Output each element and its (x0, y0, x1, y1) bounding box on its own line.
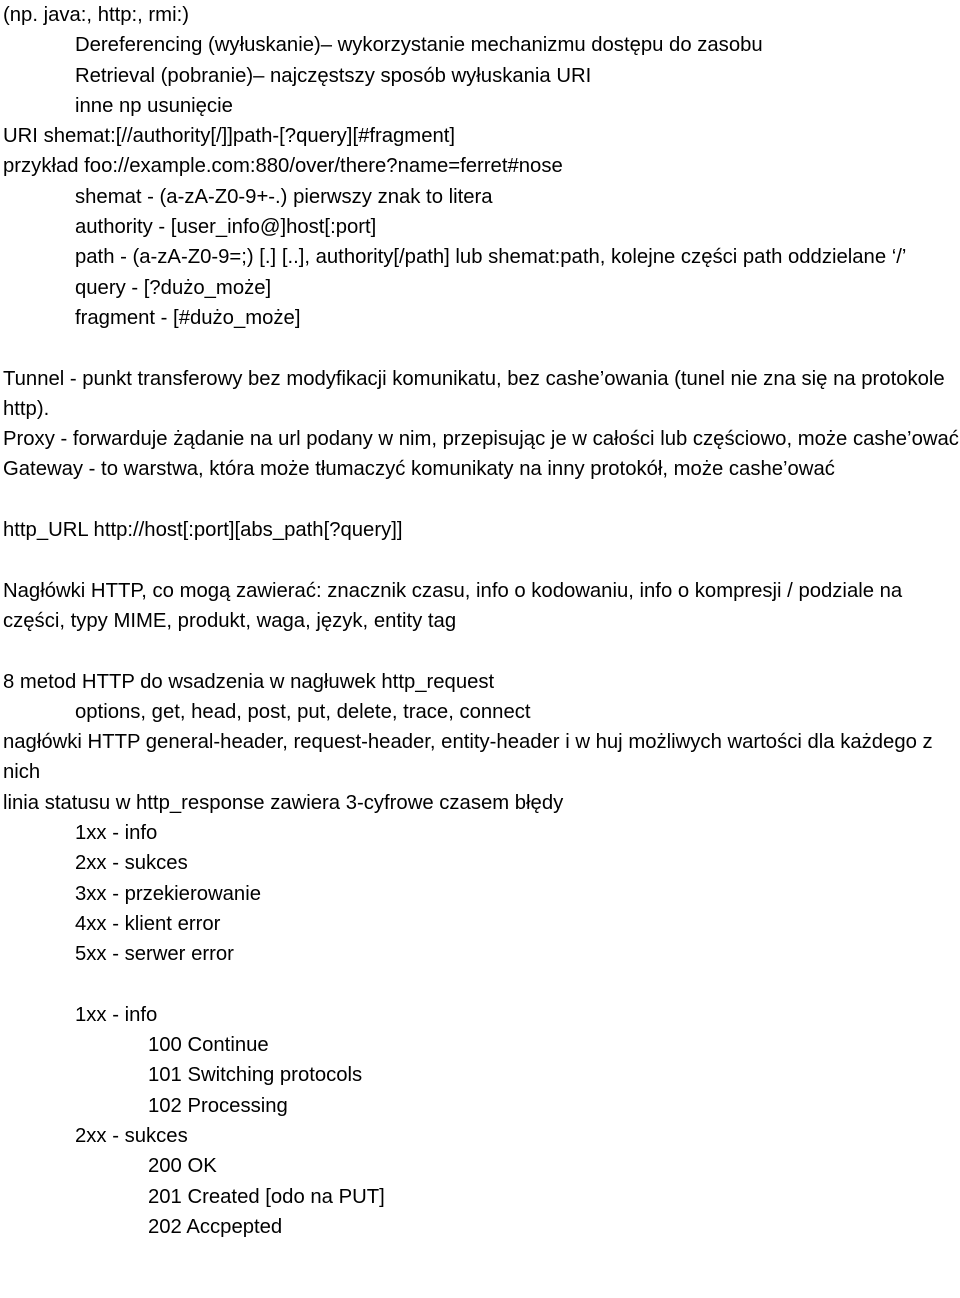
text-line: 2xx - sukces (75, 1124, 188, 1147)
text-line: linia statusu w http_response zawiera 3-cyfrowe czasem błędy (3, 791, 564, 814)
text-line: fragment - [#dużo_może] (75, 306, 301, 329)
text-paragraph: Proxy - forwarduje żądanie na url podany w nim, przepisując je w całości lub częściowo, może cashe’ować (3, 428, 959, 451)
text-line: 1xx - info (75, 822, 158, 845)
text-paragraph: path - (a-zA-Z0-9=;) [.] [..], authority[/path] lub shemat:path, kolejne części path oddzielane ‘/’ (75, 246, 907, 269)
text-line: options, get, head, post, put, delete, trace, connect (75, 700, 531, 723)
text-line: authority - [user_info@]host[:port] (75, 216, 377, 239)
text-paragraph: Tunnel - punkt transferowy bez modyfikacji komunikatu, bez cashe’owania (tunel nie zna się na protokole http). (3, 367, 945, 420)
blank-line (3, 485, 959, 515)
text-line: 101 Switching protocols (148, 1064, 363, 1087)
text-paragraph: nagłówki HTTP general-header, request-header, entity-header i w huj możliwych wartości dla każdego z nich (3, 731, 933, 784)
text-line: http_URL http://host[:port][abs_path[?query]] (3, 519, 403, 542)
text-line: 201 Created [odo na PUT] (148, 1185, 385, 1208)
document-body (3, 0, 959, 1242)
text-line: przykład foo://example.com:880/over/there?name=ferret#nose (3, 155, 563, 178)
text-line: (np. java:, http:, rmi:) (3, 4, 189, 26)
blank-line (3, 636, 959, 666)
text-line: Gateway - to warstwa, która może tłumaczyć komunikaty na inny protokół, może cashe’ować (3, 458, 835, 481)
text-line: 200 OK (148, 1155, 217, 1178)
text-paragraph: Nagłówki HTTP, co mogą zawierać: znacznik czasu, info o kodowaniu, info o kompresji / podziale na części, typy MIME, produkt, waga, język, entity tag (3, 579, 903, 632)
text-line: 102 Processing (148, 1094, 288, 1117)
text-line: inne np usunięcie (75, 94, 233, 117)
text-line: Retrieval (pobranie)– najczęstszy sposób wyłuskania URI (75, 64, 592, 87)
text-line: 4xx - klient error (75, 912, 221, 935)
text-line: 202 Accpepted (148, 1215, 283, 1238)
text-line: shemat - (a-zA-Z0-9+-.) pierwszy znak to litera (75, 185, 493, 208)
text-line: query - [?dużo_może] (75, 276, 272, 299)
text-line: 1xx - info (75, 1003, 158, 1026)
text-line: 8 metod HTTP do wsadzenia w nagłuwek http_request (3, 670, 495, 693)
blank-line (3, 333, 959, 363)
text-line: 3xx - przekierowanie (75, 882, 261, 905)
text-line: 2xx - sukces (75, 852, 188, 875)
text-line: Dereferencing (wyłuskanie)– wykorzystanie mechanizmu dostępu do zasobu (75, 34, 763, 57)
text-line: 100 Continue (148, 1034, 269, 1057)
blank-line (3, 970, 959, 1000)
text-line: URI shemat:[//authority[/]]path-[?query][#fragment] (3, 125, 456, 148)
blank-line (3, 545, 959, 575)
text-line: 5xx - serwer error (75, 943, 234, 966)
